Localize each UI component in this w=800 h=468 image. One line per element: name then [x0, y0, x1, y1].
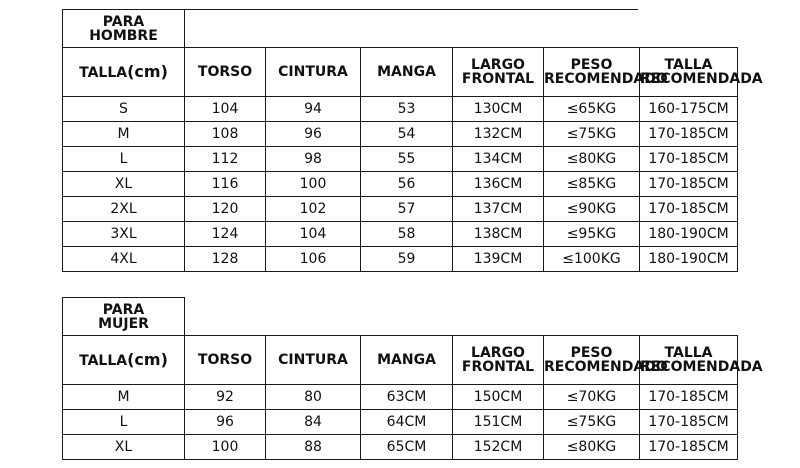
women-title-line2: MUJER	[98, 315, 149, 332]
cell-talla-recomendada: 170-185CM	[640, 122, 738, 147]
cell-manga: 63CM	[361, 385, 453, 410]
cell-torso: 96	[185, 410, 266, 435]
cell-peso: ≤75KG	[544, 410, 640, 435]
cell-talla: 3XL	[63, 222, 185, 247]
cell-cintura: 102	[266, 197, 361, 222]
cell-largo-frontal: 151CM	[453, 410, 544, 435]
cell-talla: L	[63, 147, 185, 172]
men-title-line2: HOMBRE	[89, 27, 158, 44]
cell-talla-recomendada: 170-185CM	[640, 435, 738, 460]
table-row	[63, 247, 738, 272]
cell-cintura: 94	[266, 97, 361, 122]
cell-cintura: 84	[266, 410, 361, 435]
cell-manga: 54	[361, 122, 453, 147]
cell-torso: 92	[185, 385, 266, 410]
women-header-cintura: CINTURA	[266, 336, 361, 385]
table-row	[63, 222, 738, 247]
men-header-cintura: CINTURA	[266, 48, 361, 97]
cell-talla-recomendada: 170-185CM	[640, 410, 738, 435]
cell-talla: M	[63, 122, 185, 147]
men-header-talla-rec-line2: RECOMENDADA	[640, 71, 763, 87]
table-row	[63, 385, 738, 410]
men-header-talla-unit: (cm)	[127, 62, 168, 81]
cell-torso: 100	[185, 435, 266, 460]
women-header-talla-rec-line1: TALLA	[664, 345, 713, 361]
cell-manga: 55	[361, 147, 453, 172]
cell-cintura: 104	[266, 222, 361, 247]
cell-torso: 112	[185, 147, 266, 172]
women-header-largo-line1: LARGO	[471, 345, 525, 361]
cell-manga: 57	[361, 197, 453, 222]
cell-torso: 120	[185, 197, 266, 222]
women-title-line1: PARA	[102, 301, 145, 318]
cell-cintura: 96	[266, 122, 361, 147]
cell-peso: ≤80KG	[544, 435, 640, 460]
men-size-table	[62, 9, 763, 272]
women-header-peso-line2: RECOMENDADO	[544, 359, 668, 375]
table-row	[63, 435, 738, 460]
women-header-peso-line1: PESO	[570, 345, 613, 361]
cell-peso: ≤100KG	[544, 247, 640, 272]
cell-torso: 104	[185, 97, 266, 122]
men-header-peso-line2: RECOMENDADO	[544, 71, 668, 87]
cell-torso: 116	[185, 172, 266, 197]
cell-peso: ≤95KG	[544, 222, 640, 247]
men-header-torso: TORSO	[185, 48, 266, 97]
men-title-top-line	[62, 9, 638, 10]
cell-talla-recomendada: 170-185CM	[640, 147, 738, 172]
cell-talla-recomendada: 180-190CM	[640, 247, 738, 272]
women-header-talla-recomendada	[640, 336, 763, 385]
men-header-manga: MANGA	[361, 48, 453, 97]
men-header-peso	[544, 48, 668, 97]
women-header-largo-frontal	[453, 336, 544, 385]
women-header-talla-unit: (cm)	[127, 350, 168, 369]
women-header-talla-label: TALLA	[79, 353, 128, 369]
cell-torso: 124	[185, 222, 266, 247]
women-header-talla-rec-line2: RECOMENDADA	[640, 359, 763, 375]
men-header-largo-frontal	[453, 48, 544, 97]
cell-largo-frontal: 152CM	[453, 435, 544, 460]
men-header-talla-rec-line1: TALLA	[664, 57, 713, 73]
cell-manga: 56	[361, 172, 453, 197]
cell-talla: M	[63, 385, 185, 410]
cell-talla: S	[63, 97, 185, 122]
men-header-talla-label: TALLA	[79, 65, 128, 81]
cell-peso: ≤80KG	[544, 147, 640, 172]
cell-largo-frontal: 139CM	[453, 247, 544, 272]
table-row	[63, 172, 738, 197]
table-row	[63, 147, 738, 172]
women-header-manga: MANGA	[361, 336, 453, 385]
women-table-title	[63, 298, 185, 336]
cell-torso: 108	[185, 122, 266, 147]
cell-manga: 64CM	[361, 410, 453, 435]
women-size-table	[62, 297, 763, 460]
cell-talla-recomendada: 170-185CM	[640, 385, 738, 410]
women-header-largo-line2: FRONTAL	[461, 359, 535, 375]
table-row	[63, 97, 738, 122]
cell-talla: 4XL	[63, 247, 185, 272]
table-row	[63, 122, 738, 147]
men-header-talla-recomendada	[640, 48, 763, 97]
men-header-largo-line2: FRONTAL	[461, 71, 535, 87]
cell-torso: 128	[185, 247, 266, 272]
cell-peso: ≤90KG	[544, 197, 640, 222]
cell-talla: XL	[63, 435, 185, 460]
men-title-blank	[185, 10, 738, 48]
women-header-torso: TORSO	[185, 336, 266, 385]
cell-manga: 65CM	[361, 435, 453, 460]
women-title-top-line	[62, 297, 184, 298]
cell-cintura: 80	[266, 385, 361, 410]
cell-talla-recomendada: 170-185CM	[640, 172, 738, 197]
cell-cintura: 100	[266, 172, 361, 197]
cell-talla-recomendada: 160-175CM	[640, 97, 738, 122]
cell-largo-frontal: 150CM	[453, 385, 544, 410]
cell-talla: 2XL	[63, 197, 185, 222]
men-header-peso-line1: PESO	[570, 57, 613, 73]
cell-cintura: 106	[266, 247, 361, 272]
cell-talla: XL	[63, 172, 185, 197]
cell-peso: ≤70KG	[544, 385, 640, 410]
men-table-title	[63, 10, 185, 48]
cell-talla-recomendada: 180-190CM	[640, 222, 738, 247]
table-row	[63, 197, 738, 222]
women-title-blank	[185, 298, 738, 336]
cell-peso: ≤85KG	[544, 172, 640, 197]
cell-largo-frontal: 132CM	[453, 122, 544, 147]
cell-largo-frontal: 138CM	[453, 222, 544, 247]
cell-peso: ≤75KG	[544, 122, 640, 147]
cell-talla: L	[63, 410, 185, 435]
men-header-largo-line1: LARGO	[471, 57, 525, 73]
women-header-peso	[544, 336, 668, 385]
cell-largo-frontal: 134CM	[453, 147, 544, 172]
cell-largo-frontal: 130CM	[453, 97, 544, 122]
men-header-talla	[63, 48, 185, 97]
table-row	[63, 410, 738, 435]
cell-manga: 59	[361, 247, 453, 272]
cell-largo-frontal: 137CM	[453, 197, 544, 222]
cell-cintura: 88	[266, 435, 361, 460]
cell-manga: 58	[361, 222, 453, 247]
cell-cintura: 98	[266, 147, 361, 172]
women-header-talla	[63, 336, 185, 385]
cell-talla-recomendada: 170-185CM	[640, 197, 738, 222]
cell-peso: ≤65KG	[544, 97, 640, 122]
men-title-line1: PARA	[102, 13, 145, 30]
cell-largo-frontal: 136CM	[453, 172, 544, 197]
cell-manga: 53	[361, 97, 453, 122]
